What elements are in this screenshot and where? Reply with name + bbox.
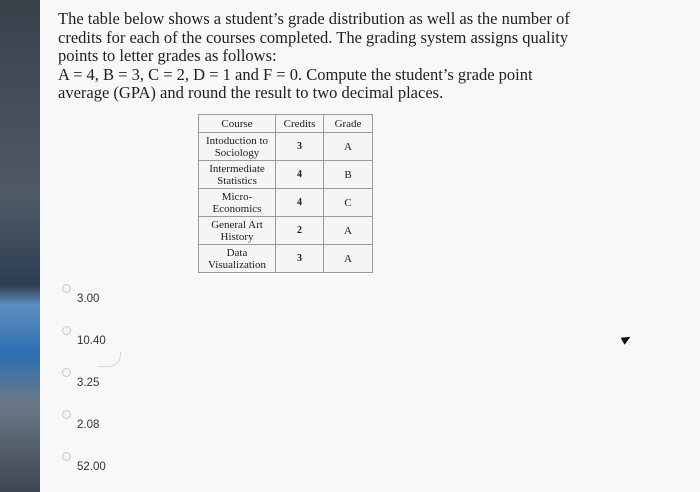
table-row [199,161,373,189]
credits-cell: 2 [276,217,324,245]
course-cell: Data Visualization [199,245,276,273]
question-line: credits for each of the courses completed. The grading system assigns quality [58,27,569,47]
grade-cell: C [324,189,373,217]
course-cell: Intoduction to Sociology [199,133,276,161]
radio-button-icon[interactable] [62,410,71,419]
background-photo-edge [0,0,40,492]
answer-option-4[interactable] [62,414,99,436]
radio-button-icon[interactable] [62,284,71,293]
credits-cell: 4 [276,189,324,217]
question-line: The table below shows a student’s grade distribution as well as the number of [58,9,570,28]
grade-cell: A [324,245,373,273]
answer-option-5[interactable] [62,456,106,478]
question-line: A = 4, B = 3, C = 2, D = 1 and F = 0. Compute the student’s grade point [58,64,533,84]
answer-option-2[interactable] [62,330,106,352]
column-header-credits: Credits [276,115,324,133]
answer-option-label: 3.25 [77,377,100,389]
answer-option-label: 3.00 [77,293,100,305]
table-row [199,133,373,161]
credits-cell: 3 [276,133,324,161]
course-cell: Intermediate Statistics [199,161,276,189]
table-row [199,245,373,273]
grade-distribution-table [198,114,373,273]
grade-cell: B [324,161,373,189]
question-line: average (GPA) and round the result to two decimal places. [58,83,444,102]
table-header-row [199,115,373,133]
credits-cell: 3 [276,245,324,273]
table-row [199,189,373,217]
grade-cell: A [324,133,373,161]
question-line: points to letter grades as follows: [58,46,277,65]
answer-option-3[interactable] [62,372,99,394]
radio-button-icon[interactable] [62,452,71,461]
credits-cell: 4 [276,161,324,189]
table-row [199,217,373,245]
course-cell: General Art History [199,217,276,245]
course-cell: Micro- Economics [199,189,276,217]
column-header-course: Course [199,115,276,133]
answer-option-label: 2.08 [77,419,100,431]
answer-option-label: 10.40 [77,335,106,347]
answer-option-label: 52.00 [77,461,106,473]
radio-button-icon[interactable] [62,368,71,377]
radio-button-icon[interactable] [62,326,71,335]
question-text [58,10,638,103]
grade-cell: A [324,217,373,245]
column-header-grade: Grade [324,115,373,133]
answer-option-1[interactable] [62,288,99,310]
